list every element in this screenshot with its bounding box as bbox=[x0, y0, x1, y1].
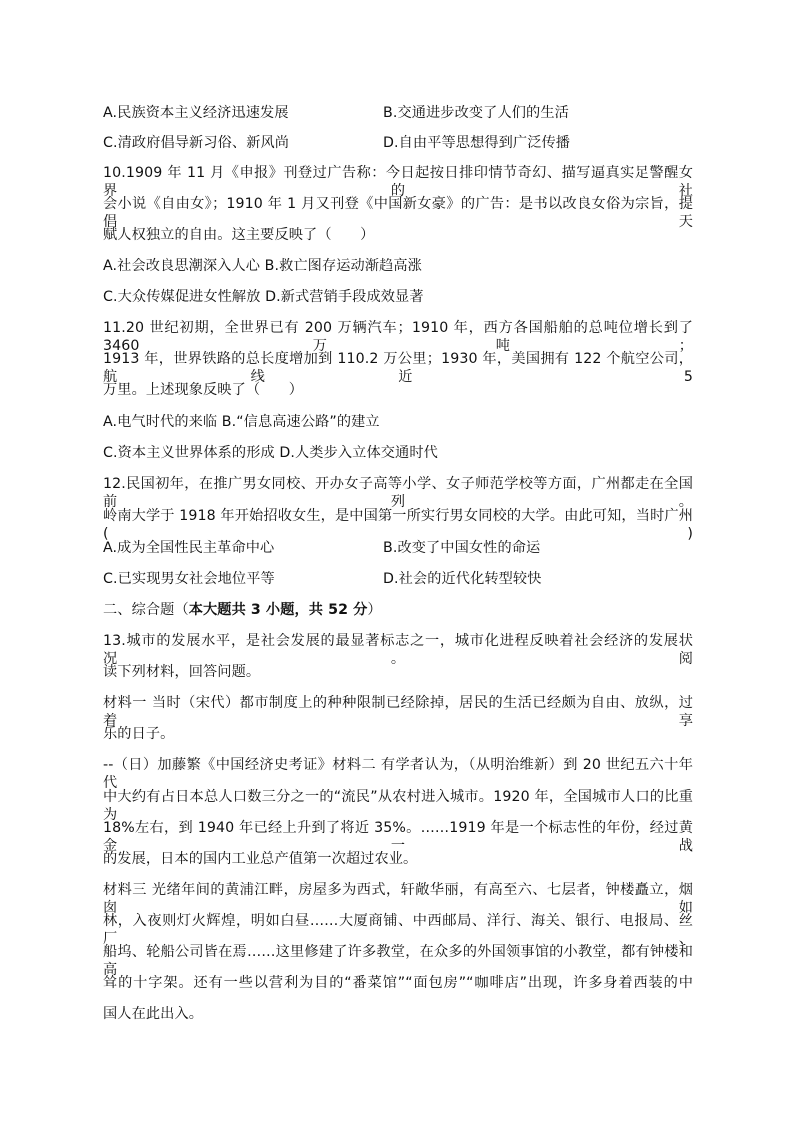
q13-line-8: 的发展，日本的国内工业总产值第一次超过农业。 bbox=[103, 851, 418, 867]
q11-stem-line-2: 1913 年，世界铁路的总长度增加到 110.2 万公里；1930 年，美国拥有 122 个航空公司，航线近 5 bbox=[103, 351, 693, 385]
q12-option-c: C.已实现男女社会地位平等 bbox=[103, 571, 275, 587]
q10-options-cd: C.大众传媒促进女性解放 D.新式营销手段成效显著 bbox=[103, 289, 424, 305]
q13-line-1: 13.城市的发展水平，是社会发展的最显著标志之一，城市化进程反映着社会经济的发展状况。阅 bbox=[103, 633, 693, 667]
q10-stem-line-2: 会小说《自由女》；1910 年 1 月又刊登《中国新女豪》的广告：是书以改良女俗为宗旨，提倡天 bbox=[103, 196, 693, 230]
q13-line-4: 乐的日子。 bbox=[103, 726, 175, 742]
q11-stem-line-1: 11.20 世纪初期，全世界已有 200 万辆汽车；1910 年，西方各国船舶的总吨位增长到了 3460 万吨； bbox=[103, 320, 693, 354]
q9-option-a: A.民族资本主义经济迅速发展 bbox=[103, 105, 289, 121]
q11-options-ab: A.电气时代的来临 B.“信息高速公路”的建立 bbox=[103, 414, 380, 430]
q12-stem-line-2: 岭南大学于 1918 年开始招收女生，是中国第一所实行男女同校的大学。由此可知，当时广州( ) bbox=[103, 508, 693, 542]
q12-stem-line-1: 12.民国初年，在推广男女同校、开办女子高等小学、女子师范学校等方面，广州都走在全国前列。 bbox=[103, 476, 693, 510]
q10-stem-line-3: 赋人权独立的自由。这主要反映了（ ） bbox=[103, 227, 375, 243]
section-heading-prefix: 二、综合题（ bbox=[103, 602, 189, 618]
q13-line-10: 林，入夜则灯火辉煌，明如白昼……大厦商铺、中西邮局、洋行、海关、银行、电报局、丝厂、 bbox=[103, 913, 693, 947]
q12-option-b: B.改变了中国女性的命运 bbox=[383, 540, 541, 556]
section-heading-suffix: ） bbox=[367, 602, 382, 618]
q10-stem-line-1: 10.1909 年 11 月《申报》刊登过广告称：今日起按日排印情节奇幻、描写逼真实足警醒女界的社 bbox=[103, 165, 693, 199]
q13-line-6: 中大约有占日本总人口数三分之一的“流民”从农村进入城市。1920 年，全国城市人口的比重为 bbox=[103, 789, 693, 823]
q9-option-c: C.清政府倡导新习俗、新风尚 bbox=[103, 135, 290, 151]
q9-option-b: B.交通进步改变了人们的生活 bbox=[383, 105, 569, 121]
q13-line-7: 18%左右，到 1940 年已经上升到了将近 35%。……1919 年是一个标志性的年份，经过黄金一战 bbox=[103, 820, 693, 854]
q13-line-11: 船坞、轮船公司皆在焉……这里修建了许多教堂，在众多的外国领事馆的小教堂，都有钟楼和高 bbox=[103, 944, 693, 978]
q13-line-9: 材料三 光绪年间的黄浦江畔，房屋多为西式，轩敞华丽，有高至六、七层者，钟楼矗立，烟囱如 bbox=[103, 882, 693, 916]
section-heading bbox=[103, 601, 382, 619]
q12-option-a: A.成为全国性民主革命中心 bbox=[103, 540, 275, 556]
q13-line-13: 国人在此出入。 bbox=[103, 1006, 204, 1022]
section-heading-bold: 本大题共 3 小题，共 52 分 bbox=[188, 602, 368, 618]
q11-options-cd: C.资本主义世界体系的形成 D.人类步入立体交通时代 bbox=[103, 445, 438, 461]
q13-line-3: 材料一 当时（宋代）都市制度上的种种限制已经除掉，居民的生活已经颇为自由、放纵，过着享 bbox=[103, 695, 693, 729]
q13-line-2: 读下列材料，回答问题。 bbox=[103, 664, 261, 680]
q13-line-5: --（日）加藤繁《中国经济史考证》材料二 有学者认为，（从明治维新）到 20 世纪五六十年代 bbox=[103, 757, 693, 791]
q9-option-d: D.自由平等思想得到广泛传播 bbox=[383, 135, 571, 151]
q11-stem-line-3: 万里。上述现象反映了（ ） bbox=[103, 382, 304, 398]
q13-line-12: 耸的十字架。还有一些以营利为目的“番菜馆”“面包房”“咖啡店”出现，许多身着西装的中 bbox=[103, 975, 693, 991]
q12-option-d: D.社会的近代化转型较快 bbox=[383, 571, 542, 587]
q10-options-ab: A.社会改良思潮深入人心 B.救亡图存运动渐趋高涨 bbox=[103, 258, 422, 274]
